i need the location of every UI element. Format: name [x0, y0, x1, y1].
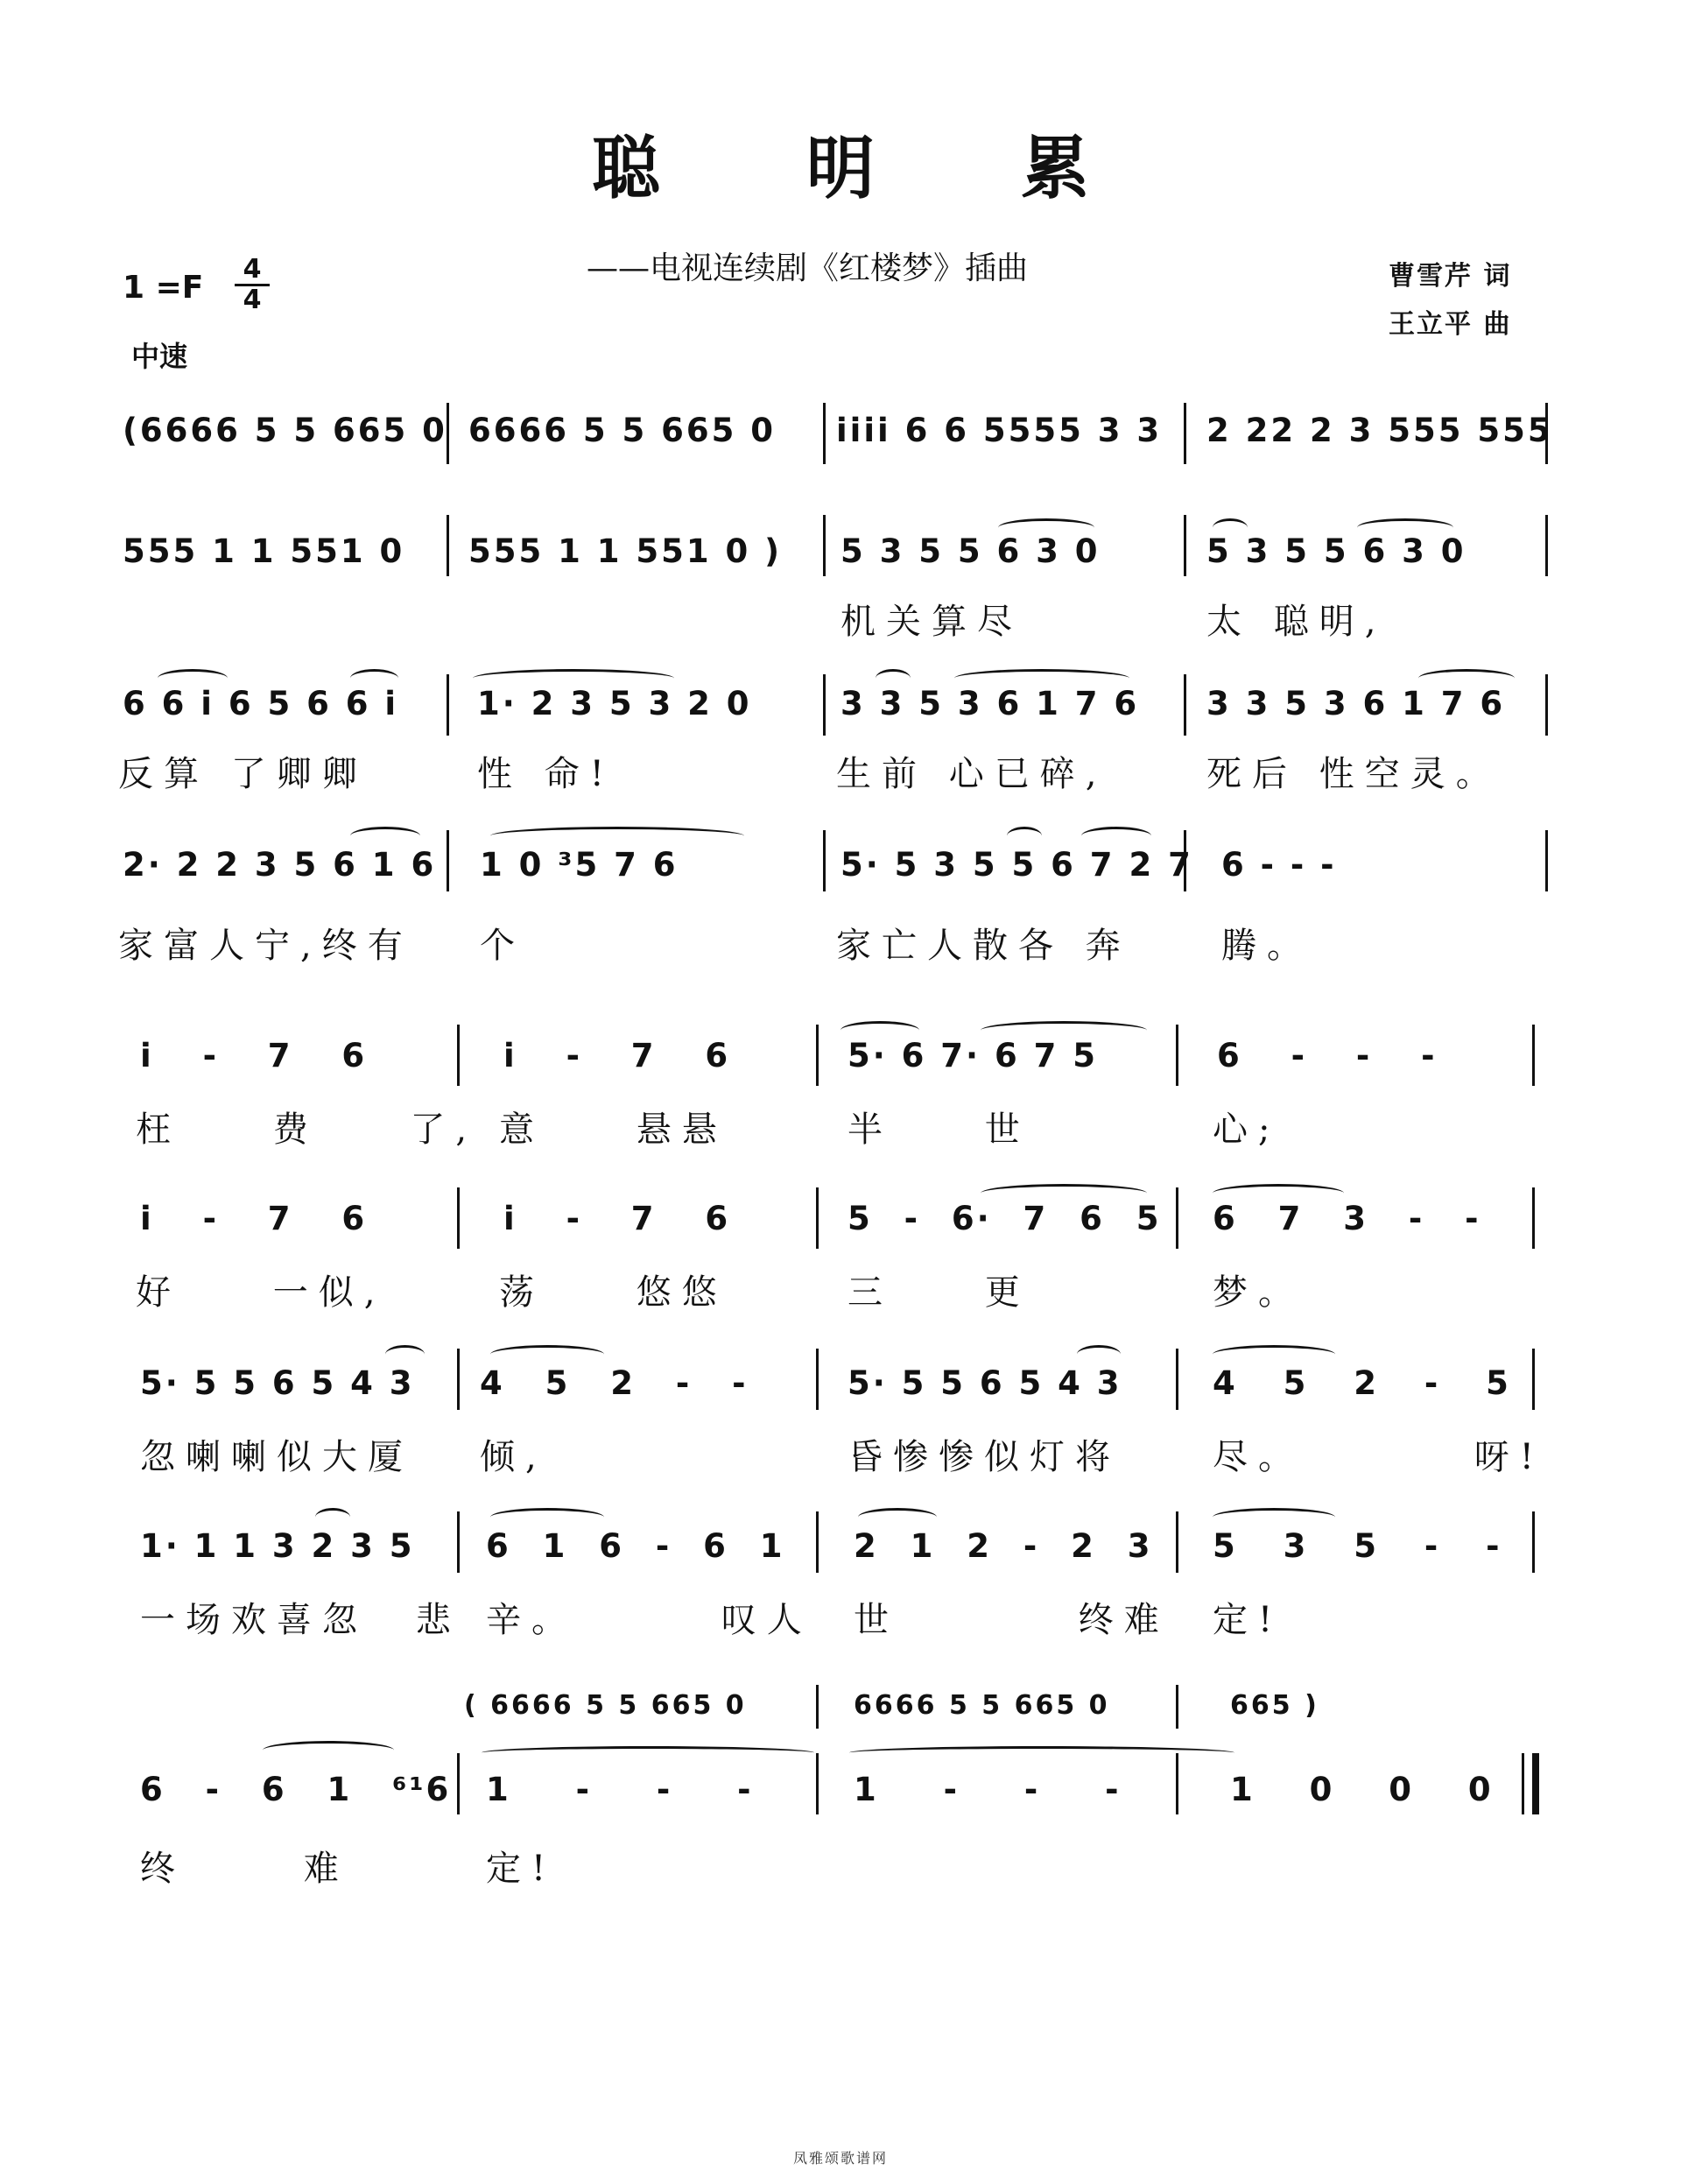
subtitle: ——电视连续剧《红楼梦》插曲: [587, 250, 1029, 286]
measure: i̇ - 7 6: [140, 1037, 368, 1074]
lyric: 个: [480, 926, 525, 966]
measure: i̇ - 7 6: [140, 1200, 368, 1237]
measure: 5 3 5 5 6 3 0: [1206, 532, 1466, 570]
lyricist-credit: 曹雪芹 词: [1389, 261, 1512, 292]
lyric: 终 难: [140, 1849, 349, 1889]
lyric: 心;: [1213, 1110, 1281, 1150]
lyric: 半 世: [848, 1110, 1030, 1150]
measure: 555 1 1 551 0 ): [468, 532, 783, 570]
lyric: 辛。 叹人: [486, 1600, 812, 1640]
barline: [823, 403, 826, 464]
lyric: 荡 悠悠: [499, 1272, 728, 1313]
barline: [1176, 1187, 1178, 1249]
barline: [1532, 1025, 1535, 1086]
lyric: 定!: [1213, 1600, 1284, 1640]
barline: [1176, 1349, 1178, 1410]
barline: [816, 1025, 819, 1086]
barline: [1545, 515, 1548, 576]
measure: 1 - - -: [486, 1771, 754, 1808]
key-signature: 1 =F: [123, 270, 204, 306]
footer-watermark: 凤雅颂歌谱网: [792, 2150, 888, 2166]
slur: [490, 827, 744, 845]
lyric: 意 悬悬: [499, 1110, 728, 1150]
slur: [858, 1508, 937, 1526]
measure: 5 - 6· 7 6 5: [848, 1200, 1162, 1237]
barline: [457, 1349, 460, 1410]
barline: [457, 1511, 460, 1573]
barline: [1532, 1511, 1535, 1573]
slur: [1077, 1345, 1121, 1363]
measure: 5· 5 5 6 5 4 3: [140, 1364, 415, 1402]
lyric: 定!: [486, 1849, 557, 1889]
lyric: 性 命!: [477, 754, 615, 794]
measure: 6 - 6 1 ⁶¹6: [140, 1771, 452, 1808]
measure: 555 1 1 551 0: [123, 532, 405, 570]
lyric: 枉 费 了,: [136, 1110, 478, 1150]
instrumental-line: 665 ): [1230, 1690, 1319, 1721]
barline: [1176, 1025, 1178, 1086]
barline: [1176, 1511, 1178, 1573]
page-title: 聪 明 累: [591, 129, 1151, 208]
measure: 4 5 2 - 5: [1213, 1364, 1511, 1402]
lyric: 腾。: [1221, 926, 1312, 966]
slur: [1081, 827, 1151, 845]
tie: [482, 1746, 814, 1759]
measure: 5· 5 3 5 5 6 7 2 7: [840, 846, 1193, 884]
slur: [263, 1741, 394, 1759]
barline: [1176, 1753, 1178, 1814]
lyric: 昏惨惨似灯将: [848, 1437, 1121, 1477]
measure: 6 1 6 - 6 1: [486, 1527, 785, 1565]
lyric: 世 终难: [854, 1600, 1170, 1640]
slur: [1213, 1345, 1335, 1363]
measure: 1 - - -: [854, 1771, 1122, 1808]
measure: 5 3 5 - -: [1213, 1527, 1502, 1565]
barline: [816, 1187, 819, 1249]
slur: [385, 1345, 425, 1363]
barline: [447, 674, 449, 736]
barline: [816, 1511, 819, 1573]
instrumental-line: ( 6666 5 5 665 0: [464, 1690, 747, 1721]
final-barline-thick: [1532, 1753, 1539, 1814]
time-signature-bottom: 4: [243, 284, 262, 315]
measure: 5· 5 5 6 5 4 3: [848, 1364, 1122, 1402]
measure: i̇ - 7 6: [503, 1037, 731, 1074]
measure: 3 3 5 3 6 1 7 6: [1206, 685, 1506, 722]
measure: 2 1 2 - 2 3: [854, 1527, 1153, 1565]
final-barline-thin: [1522, 1753, 1524, 1814]
measure: 6 - - -: [1217, 1037, 1438, 1074]
slur: [315, 1508, 350, 1526]
measure: 2 22 2 3 555 555: [1206, 412, 1553, 449]
measure: 5 3 5 5 6 3 0: [840, 532, 1101, 570]
barline: [1184, 515, 1186, 576]
time-signature-top: 4: [235, 256, 270, 286]
measure: i̇i̇i̇i̇ 6 6 5555 3 3: [836, 412, 1163, 449]
barline: [1184, 403, 1186, 464]
tie: [849, 1746, 1234, 1759]
lyric: 反算 了卿卿: [118, 754, 368, 794]
barline: [816, 1349, 819, 1410]
barline: [816, 1685, 819, 1729]
lyric: 家亡人散各 奔: [836, 926, 1131, 966]
slur: [350, 827, 420, 845]
tempo-marking: 中速: [131, 340, 188, 373]
lyric: 家富人宁,终有: [118, 926, 413, 966]
lyric: 生前 心已碎,: [836, 754, 1108, 794]
lyric: 倾,: [480, 1437, 547, 1477]
barline: [1176, 1685, 1178, 1729]
barline: [457, 1753, 460, 1814]
barline: [1545, 674, 1548, 736]
composer-credit: 王立平 曲: [1389, 309, 1512, 340]
barline: [823, 515, 826, 576]
barline: [1184, 674, 1186, 736]
measure: (6666 5 5 665 0: [123, 412, 447, 449]
time-signature: [235, 256, 270, 314]
lyric: 死后 性空灵。: [1206, 754, 1502, 794]
barline: [457, 1187, 460, 1249]
lyric: 机关算尽: [840, 602, 1023, 642]
lyric: 忽喇喇似大厦: [140, 1437, 413, 1477]
barline: [823, 830, 826, 891]
lyric: 太 聪明,: [1206, 602, 1387, 642]
measure: 6666 5 5 665 0: [468, 412, 776, 449]
lyric: 好 一似,: [136, 1272, 386, 1313]
measure: 2· 2 2 3 5 6 1 6: [123, 846, 437, 884]
measure: 5· 6 7· 6 7 5: [848, 1037, 1098, 1074]
barline: [1545, 830, 1548, 891]
measure: 1· 2 3 5 3 2 0: [477, 685, 752, 722]
lyric: 一场欢喜忽 悲: [140, 1600, 461, 1640]
barline: [447, 515, 449, 576]
barline: [1532, 1187, 1535, 1249]
measure: 6 7 3 - -: [1213, 1200, 1481, 1237]
slur: [490, 1508, 604, 1526]
slur: [490, 1345, 604, 1363]
measure: i̇ - 7 6: [503, 1200, 731, 1237]
barline: [457, 1025, 460, 1086]
instrumental-line: 6666 5 5 665 0: [854, 1690, 1110, 1721]
measure: 4 5 2 - -: [480, 1364, 749, 1402]
lyric: 三 更: [848, 1272, 1030, 1313]
measure: 1· 1 1 3 2 3 5: [140, 1527, 415, 1565]
measure: 1 0 ³5 7 6: [480, 846, 679, 884]
lyric: 梦。: [1213, 1272, 1304, 1313]
measure: 6 6 i̇ 6 5 6 6 i̇: [123, 685, 399, 722]
lyric: 尽。 呀!: [1213, 1437, 1544, 1477]
barline: [447, 830, 449, 891]
measure: 6 - - -: [1221, 846, 1337, 884]
barline: [1532, 1349, 1535, 1410]
barline: [816, 1753, 819, 1814]
measure: 3 3 5 3 6 1 7 6: [840, 685, 1140, 722]
measure: 1 0 0 0: [1230, 1771, 1494, 1808]
barline: [823, 674, 826, 736]
slur: [1007, 827, 1042, 845]
slur: [1213, 1508, 1335, 1526]
